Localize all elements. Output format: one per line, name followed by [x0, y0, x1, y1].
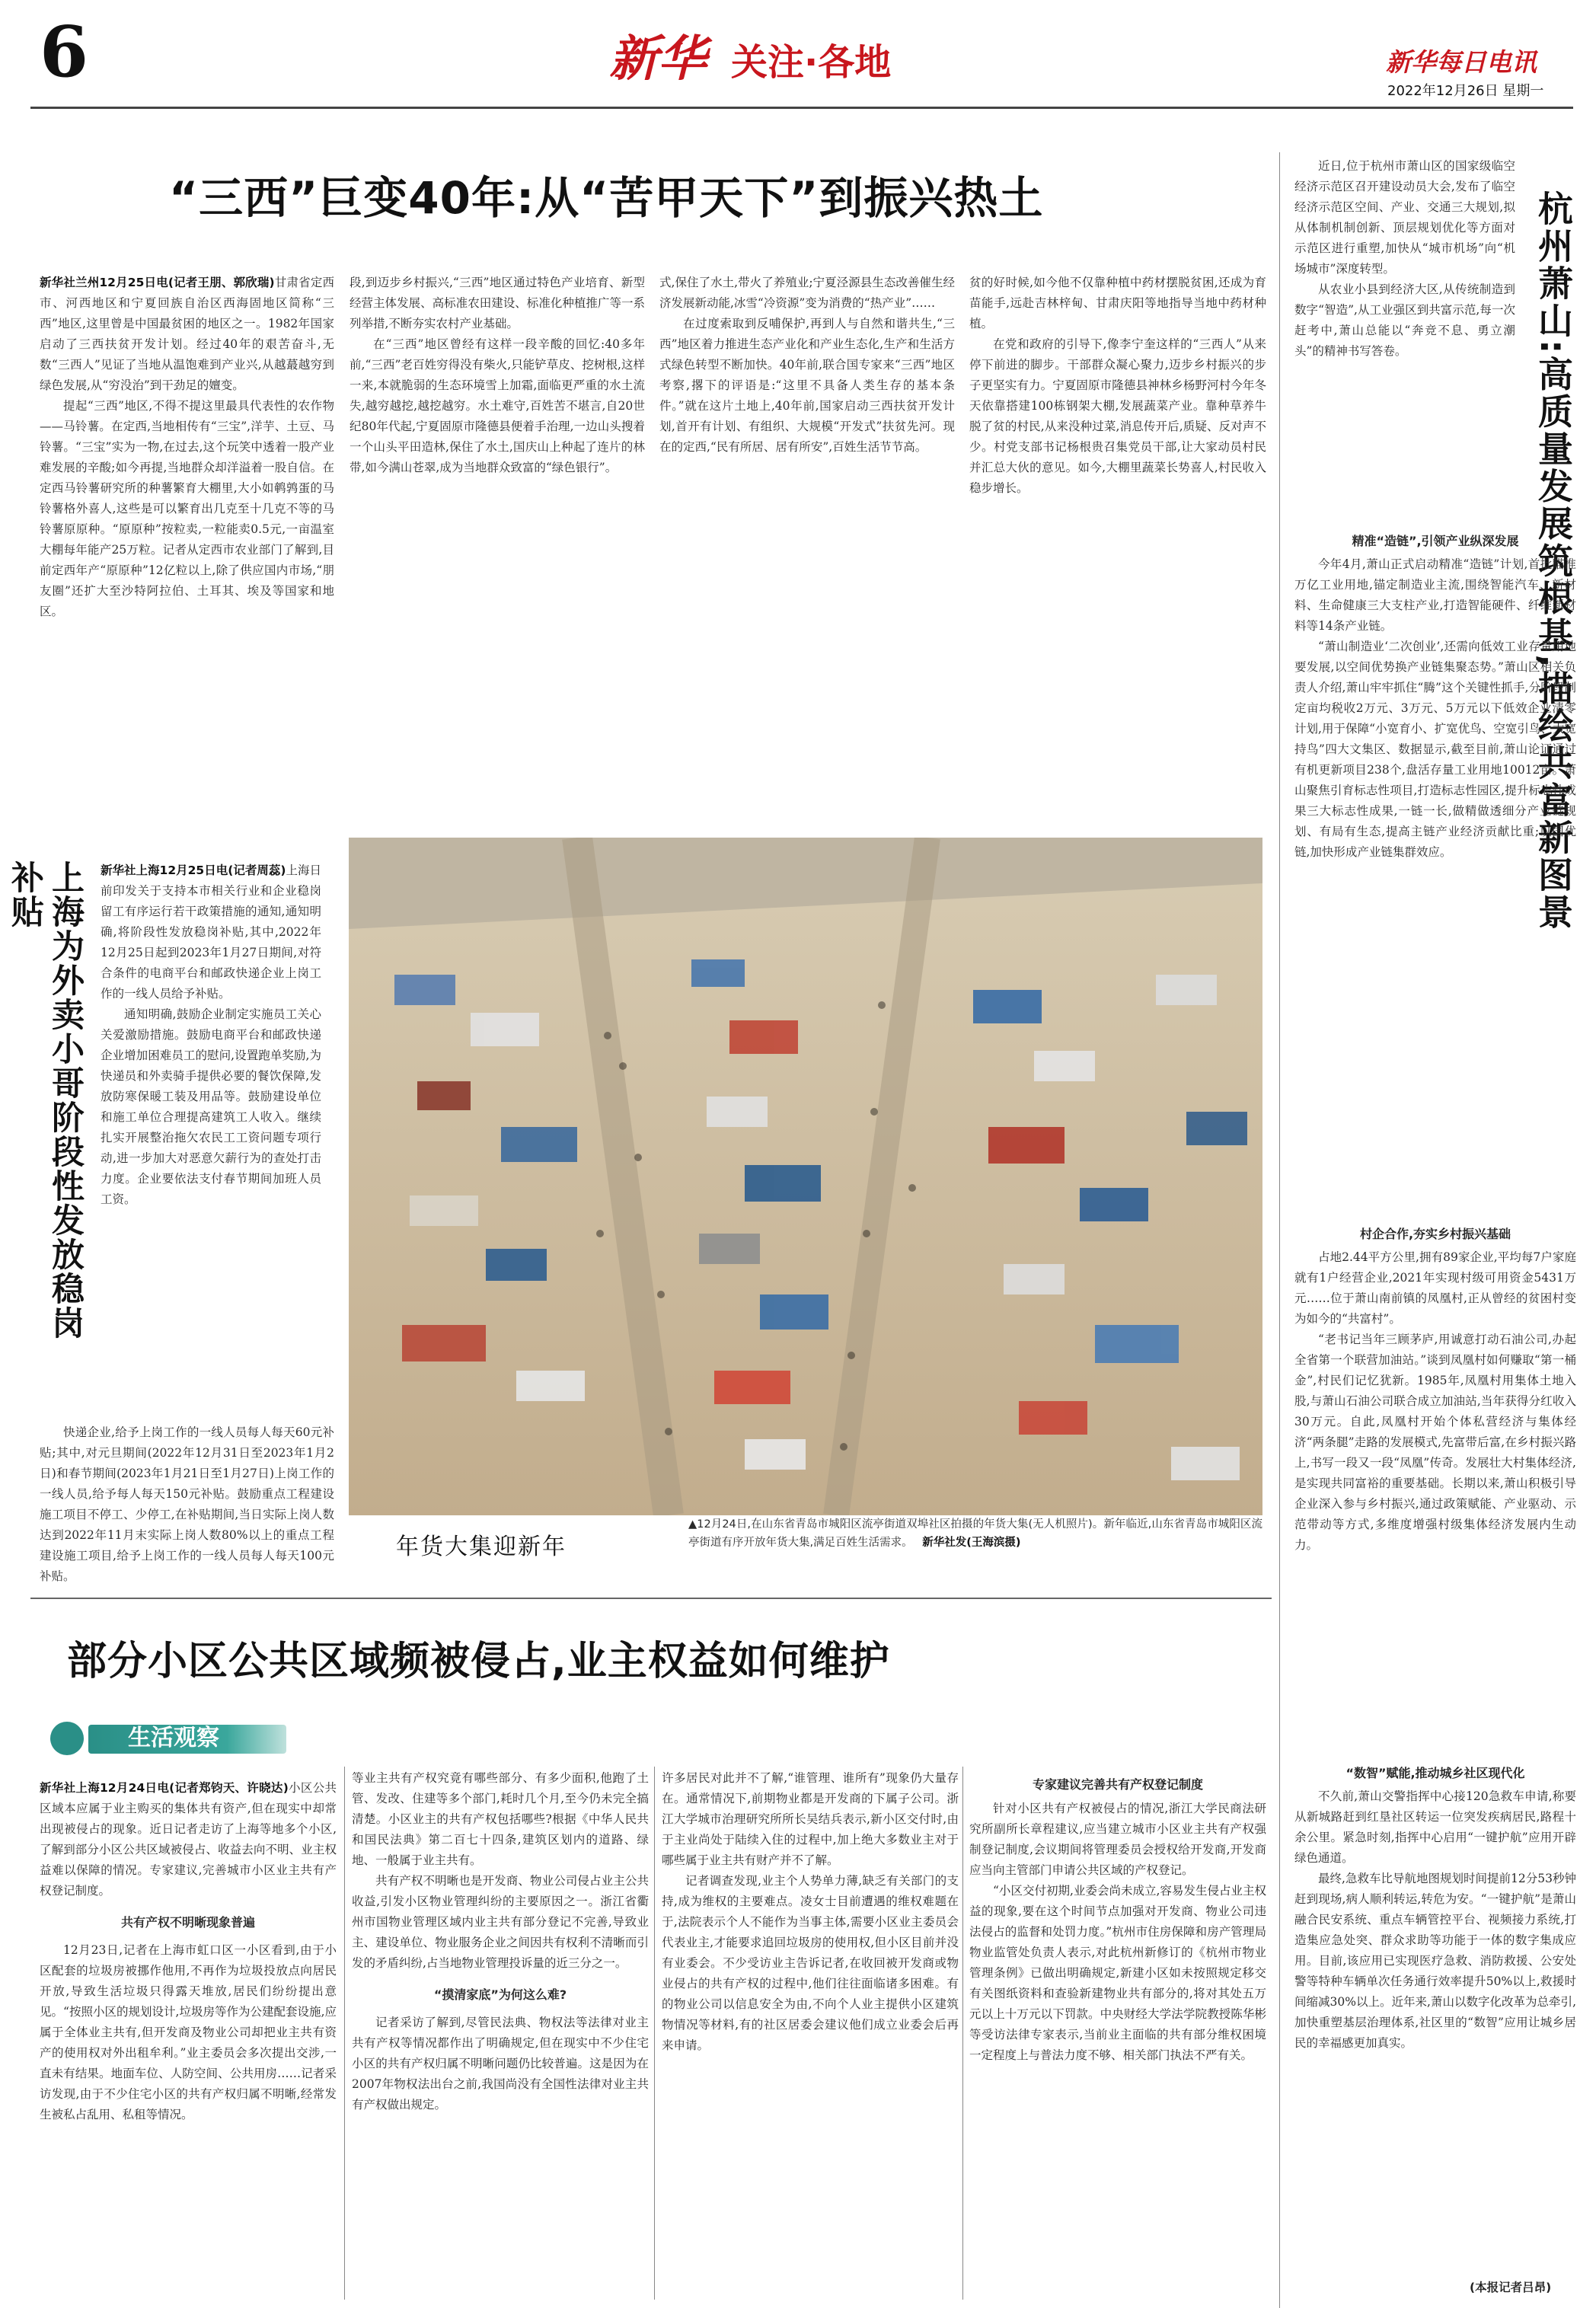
photo-credit: 新华社发(王海滨摄) [922, 1537, 1021, 1549]
article1-col3-text: 式,保住了水土,带火了养殖业;宁夏泾源县生态改善催生经济发展新动能,冰雪“冷资源”变为消费的“热产业”…… [659, 276, 955, 310]
article4-col3 [662, 1768, 959, 2301]
issue-date: 2022年12月26日 星期一 [1387, 83, 1544, 99]
article4-col2-filler: 共有产权不明晰也是开发商、物业公司侵占业主公共收益,引发小区物业管理纠纷的主要原因之一。浙江省衢州市国物业管理区域内业主共有部分登记不完善,导致业主、建设单位、物业服务企业之间因共有权利不清晰而引发的矛盾纠纷,占当地物业管理投诉量的近三分之一。 [352, 1874, 649, 1970]
article4-col1-text: 小区公共区域本应属于业主购买的集体共有资产,但在现实中却常出现被侵占的现象。近日记者走访了上海等地多个小区,了解到部分小区公共区域被侵占、收益去向不明、业主权益难以保障的情况。专家建议,完善城市小区业主共有产权登记制度。 [40, 1781, 337, 1898]
article4-col4-text: 针对小区共有产权被侵占的情况,浙江大学民商法研究所副所长章程建议,应当建立城市小区业主共有产权强制登记制度,会议期间将管理委员会授权给开发商,开发商应当向主管部门申请公共区域的产权登记。 [969, 1802, 1266, 1877]
article1-col1 [40, 273, 334, 801]
article1-col4-text: 贫的好时候,如今他不仅靠种植中药材摆脱贫困,还成为育苗能手,远赴吉林梓甸、甘肃庆阳等地指导当地中药材种植。 [969, 276, 1266, 330]
article2-text: 上海日前印发关于支持本市相关行业和企业稳岗留工有序运行若干政策措施的通知,通知明确,将阶段性发放稳岗补贴,其中,2022年12月25日起到2023年1月27日期间,对符合条件的电商平台和邮政快递企业上岗工作的一线人员给予补贴。 [101, 864, 321, 1001]
brand-logo: 新华每日电讯 [1386, 47, 1537, 77]
article1-lead: 新华社兰州12月25日电(记者王朋、郭欣瑞) [40, 276, 275, 289]
article3-body3 [1294, 1786, 1576, 2274]
article3-body3-filler: 最终,急救车比导航地图规划时间提前12分53秒钟赶到现场,病人顺利转运,转危为安。“一键护航”是萧山融合民安系统、重点车辆管控平台、视频接力系统,打造集应急处突、群众求助等功能于一体的数字集成应用。目前,该应用已实现医疗急救、消防救援、公安处警等特种车辆单次任务通行效率提升50%以上,救援时间缩减30%以上。近年来,萧山以数字化改革为总牵引,加快重塑基层治理体系,社区里的“数智”应用让城乡居民的幸福感更加真实。 [1294, 1872, 1576, 2050]
header-rule [30, 107, 1573, 109]
market-aerial-photo [349, 838, 1262, 1515]
article1-col1-filler: 提起“三西”地区,不得不提这里最具代表性的农作物——马铃薯。在定西,当地相传有“三宝”,洋芋、土豆、马铃薯。“三宝”实为一物,在过去,这个玩笑中透着一股产业难发展的辛酸;如今再提,当地群众却洋溢着一股自信。在定西马铃薯研究所的种薯繁育大棚里,大小如鹌鹑蛋的马铃薯格外喜人,这些是可以繁育出几克至十几克不等的马铃薯原原种。“原原种”按粒卖,一粒能卖0.5元,一亩温室大棚每年能产25万粒。记者从定西市农业部门了解到,目前定西年产“原原种”12亿粒以上,除了供应国内市场,“朋友圈”还扩大至沙特阿拉伯、土耳其、埃及等国家和地区。 [40, 399, 334, 618]
article3-body2-filler: “老书记当年三顾茅庐,用诚意打动石油公司,办起全省第一个联营加油站。”谈到凤凰村如何赚取“第一桶金”,村民们记忆犹新。1985年,凤凰村用集体土地入股,与萧山石油公司联合成立加油站,当年获得分红收入30万元。自此,凤凰村开始个体私营经济与集体经济“两条腿”走路的发展模式,先富带后富,在乡村振兴路上,书写一段又一段“凤凰”传奇。发展壮大村集体经济,是实现共同富裕的重要基础。长期以来,萧山积极引导企业深入参与乡村振兴,通过政策赋能、产业驱动、示范带动等方式,多维度增强村级集体经济发展内生动力。 [1294, 1333, 1576, 1552]
article3-intro-text: 近日,位于杭州市萧山区的国家级临空经济示范区召开建设动员大会,发布了临空经济示范区空间、产业、交通三大规划,拟从体制机制创新、顶层规划优化等方面对示范区进行重塑,加快从“城市机场”向“机场城市”深度转型。 [1294, 159, 1515, 276]
article2-headline: 上海为外卖小哥阶段性发放稳岗补贴 [6, 860, 85, 1340]
article3-body2-text: 占地2.44平方公里,拥有89家企业,平均每7户家庭就有1户经营企业,2021年实现村级可用资金5431万元……位于萧山南前镇的凤凰村,正从曾经的贫困村变为如今的“共富村”。 [1294, 1250, 1576, 1326]
article1-col3 [659, 273, 955, 798]
article1-col3-filler: 在过度索取到反哺保护,再到人与自然和谐共生,“三西”地区着力推进生态产业化和产业生态化,生产和生活方式绿色转型不断加快。40年前,联合国专家来“三西”地区考察,撂下的评语是:“这里不具备人类生存的基本条件。”就在这片土地上,40年前,国家启动三西扶贫开发计划,首开有计划、有组织、大规模“开发式”扶贫先河。现在的定西,“民有所居、居有所安”,百姓生活节节高。 [659, 317, 955, 454]
article4-col1 [40, 1778, 337, 2303]
article3-body2 [1294, 1247, 1576, 1746]
article4-col4-filler: “小区交付初期,业委会尚未成立,容易发生侵占业主权益的现象,要在这个时间节点加强对开发商、物业公司违法侵占的监督和处罚力度。”杭州市住房保障和房产管理局物业监管处负责人表示,对此杭州新修订的《杭州市物业管理条例》已做出明确规定,新建小区如未按照规定移交有关图纸资料和查验新建物业共有部分的,将对其处五万元以上十万元以下罚款。中央财经大学法学院教授陈华彬等受访法律专家表示,当前业主面临的共有部分维权困境一定程度上与普法力度不够、相关部门执法不严有关。 [969, 1884, 1266, 2062]
col-divider-a [344, 1767, 345, 2300]
article1-col2-filler: 在“三西”地区曾经有这样一段辛酸的回忆:40多年前,“三西”老百姓穷得没有柴火,只能铲草皮、挖树根,这样一来,本就脆弱的生态环境雪上加霜,面临更严重的水土流失,越穷越挖,越挖越穷。水土难守,百姓苦不堪言,自20世纪80年代起,宁夏固原市隆德县便着手治理,一边山头搜着一个山头平田造林,保住了水土,国庆山上种起了连片的林带,如今满山苍翠,成为当地群众致富的“绿色银行”。 [350, 337, 645, 474]
article3-body1-text: 今年4月,萧山正式启动精准“造链”计划,首批瞄准万亿工业用地,锚定制造业主流,围绕智能汽车、新材料、生命健康三大支柱产业,打造智能硬件、纤维新材料等14条产业链。 [1294, 557, 1576, 633]
article1-col2-text: 段,到迈步乡村振兴,“三西”地区通过特色产业培育、新型经营主体发展、高标准农田建设、标准化种植推广等一系列举措,不断夯实农村产业基础。 [350, 276, 645, 330]
article3-subhead1: 精准“造链”,引领产业纵深发展 [1352, 534, 1519, 548]
article3-credit: (本报记者吕昂) [1470, 2281, 1552, 2294]
article3-body1-filler: “萧山制造业‘二次创业’,还需向低效工业存量用地要发展,以空间优势换产业链集聚态势。”萧山区相关负责人介绍,萧山牢牢抓住“腾”这个关键性抓手,分阶段制定亩均税收2万元、3万元、5万元以下低效企业清零计划,用于保障“小宽育小、扩宽优鸟、空宽引鸟、大宽持鸟”四大文集区、数据显示,截至目前,萧山论证通过有机更新项目238个,盘活存量工业用地10012亩。萧山聚焦引育标志性项目,打造标志性园区,提升标志性成果三大标志性成果,一链一长,做精做透细分产业链规划、有局有生态,提高主链产业经济贡献比重;以国优链,加快形成产业链集群效应。 [1294, 640, 1576, 859]
article3-subhead2: 村企合作,夯实乡村振兴基础 [1359, 1227, 1511, 1241]
article1-col4 [969, 273, 1266, 821]
article2-body [101, 860, 321, 1420]
article4-col2-text: 等业主共有产权究竟有哪些部分、有多少面积,他跑了土管、发改、住建等多个部门,耗时几个月,至今仍未完全搞清楚。小区业主的共有产权包括哪些?根据《中华人民共和国民法典》第二百七十四条,建筑区划内的道路、绿地、一般属于业主共有。 [352, 1771, 649, 1867]
article2-filler: 通知明确,鼓励企业制定实施员工关心关爱激励措施。鼓励电商平台和邮政快递企业增加困难员工的慰问,设置跑单奖励,为快递员和外卖骑手提供必要的餐饮保障,发放防寒保暖工装及用品等。鼓励建设单位和施工单位合理提高建筑工人收入。继续扎实开展整治拖欠农民工工资问题专项行动,进一步加大对恶意欠薪行为的查处打击力度。企业要依法支付春节期间加班人员工资。 [101, 1007, 321, 1206]
badge-label: 生活观察 [128, 1725, 219, 1751]
col-divider-b [654, 1767, 655, 2300]
article4-col3-text: 许多居民对此并不了解,“谁管理、谁所有”现象仍大量存在。通常情况下,前期物业都是开发商的下属子公司。浙江大学城市治理研究所所长吴结兵表示,新小区交付时,由于主业尚处于陆续入住的过程中,加上绝大多数业主对于哪些属于业主共有财产并不了解。 [662, 1771, 959, 1867]
photo-caption [688, 1515, 1262, 1584]
article3-divider [1279, 152, 1280, 2308]
col-divider-c [962, 1767, 963, 2300]
article2-filler2: 快递企业,给予上岗工作的一线人员每人每天60元补贴;其中,对元旦期间(2022年12月31日至2023年1月2日)和春节期间(2023年1月21日至1月27日)上岗工作的一线人员,给予每人每天150元补贴。鼓励重点工程建设施工项目不停工、少停工,在补贴期间,当日实际上岗人数达到2022年11月末实际上岗人数80%以上的重点工程建设施工项目,给予上岗工作的一线人员每人每天100元补贴。 [40, 1425, 334, 1583]
life-observation-badge [44, 1717, 295, 1760]
article4-col2-filler2: 记者采访了解到,尽管民法典、物权法等法律对业主共有产权等情况都作出了明确规定,但在现实中不少住宅小区的共有产权归属不明晰问题仍比较普遍。这是因为在2007年物权法出台之前,我国尚没有全国性法律对业主共有产权做出规定。 [352, 2016, 649, 2112]
article3-intro [1294, 156, 1515, 522]
article4-headline: 部分小区公共区域频被侵占,业主权益如何维护 [67, 1639, 890, 1684]
lightbulb-icon [50, 1722, 84, 1755]
article4-col1-filler: 12月23日,记者在上海市虹口区一小区看到,由于小区配套的垃圾房被挪作他用,不再作为垃圾投放点向居民开放,导致生活垃圾只得露天堆放,居民们纷纷提出意见。“按照小区的规划设计,垃圾房等作为公建配套设施,应属于全体业主共有,但开发商及物业公司却把业主共有资产的使用权对外出租牟利。”业主委员会多次提出交涉,一直未有结果。地面车位、人防空间、公共用房……记者采访发现,由于不少住宅小区的共有产权归属不明晰,经常发生被私占乱用、私租等情况。 [40, 1943, 337, 2121]
article4-subhead1: 共有产权不明晰现象普遍 [120, 1915, 255, 1930]
article1-col1-text: 甘肃省定西市、河西地区和宁夏回族自治区西海固地区简称“三西”地区,这里曾是中国最贫困的地区之一。1982年国家启动了三西扶贫开发计划。经过40年的艰苦奋斗,无数“三西人”见证了当地从温饱难到产业兴,从越蕞越穷到绿色发展,从“穷没治”到干劲足的嬗变。 [40, 276, 334, 392]
photo-illustration [349, 838, 1262, 1515]
article3-headline: 杭州萧山:高质量发展筑根基,描绘共富新图景 [1533, 190, 1574, 931]
article3-body1 [1294, 554, 1576, 1232]
article4-subhead3: 专家建议完善共有产权登记制度 [1032, 1777, 1203, 1792]
page-header [0, 0, 1596, 114]
article2-body-bottom [40, 1422, 334, 1639]
article3-intro-filler: 从农业小县到经济大区,从传统制造到数字“智造”,从工业强区到共富示范,每一次赶考中,萧山总能以“奔竞不息、勇立潮头”的精神书写答卷。 [1294, 283, 1515, 358]
section-title: 关注·各地 [731, 41, 892, 84]
article4-top-rule [30, 1598, 1272, 1599]
article1-col4-filler: 在党和政府的引导下,像李宁奎这样的“三西人”从来停下前进的脚步。干部群众凝心聚力,迈步乡村振兴的步子更坚实有力。宁夏固原市隆德县神林乡杨野河村今年冬天依靠搭建100栋钢架大棚,发展蔬菜产业。靠种草养牛脱了贫的村民,从来没种过菜,消息传开后,质疑、反对声不少。村党支部书记杨根贵召集党员干部,让大家动员村民并汇总大伙的意见。如今,大棚里蔬菜长势喜人,村民收入稳步增长。 [969, 337, 1266, 495]
article1-headline: “三西”巨变40年:从“苦甲天下”到振兴热土 [169, 172, 1044, 224]
article4-col2 [352, 1768, 649, 2301]
article3-subhead3: “数智”赋能,推动城乡社区现代化 [1345, 1766, 1525, 1780]
article4-lead: 新华社上海12月24日电(记者郑钧天、许晓达) [40, 1781, 289, 1795]
article1-col2 [350, 273, 645, 801]
page-number: 6 [40, 11, 89, 93]
masthead-logo: 新华 [609, 30, 707, 88]
article4-col4 [969, 1799, 1266, 2301]
article4-subhead2: “摸清家底”为何这么难? [433, 1987, 567, 2002]
article4-col3-filler: 记者调查发现,业主个人势单力薄,缺乏有关部门的支持,成为维权的主要难点。凌女士目前遭遇的维权难题在于,法院表示个人不能作为当事主体,需要小区业主委员会代表业主,才能要求追回垃圾房的使用权,但小区目前并没有业委会。不少受访业主告诉记者,在收回被开发商或物业侵占的共有产权的过程中,他们往往面临诸多困难。有的物业公司以信息安全为由,不向个人业主提供小区建筑物情况等材料,有的社区居委会建议他们成立业委会后再来申请。 [662, 1874, 959, 2052]
photo-caption-title: 年货大集迎新年 [396, 1534, 567, 1560]
article3-body3-text: 不久前,萧山交警指挥中心接120急救车申请,称要从新城路赶到红垦社区转运一位突发疾病居民,路程十余公里。紧急时刻,指挥中心启用“一键护航”应用开辟绿色通道。 [1294, 1789, 1576, 1865]
photo-caption-text: ▲12月24日,在山东省青岛市城阳区流亭街道双埠社区拍摄的年货大集(无人机照片)。新年临近,山东省青岛市城阳区流亭街道有序开放年货大集,满足百姓生活需求。 [688, 1518, 1262, 1549]
article2-lead: 新华社上海12月25日电(记者周蕊) [101, 864, 286, 877]
